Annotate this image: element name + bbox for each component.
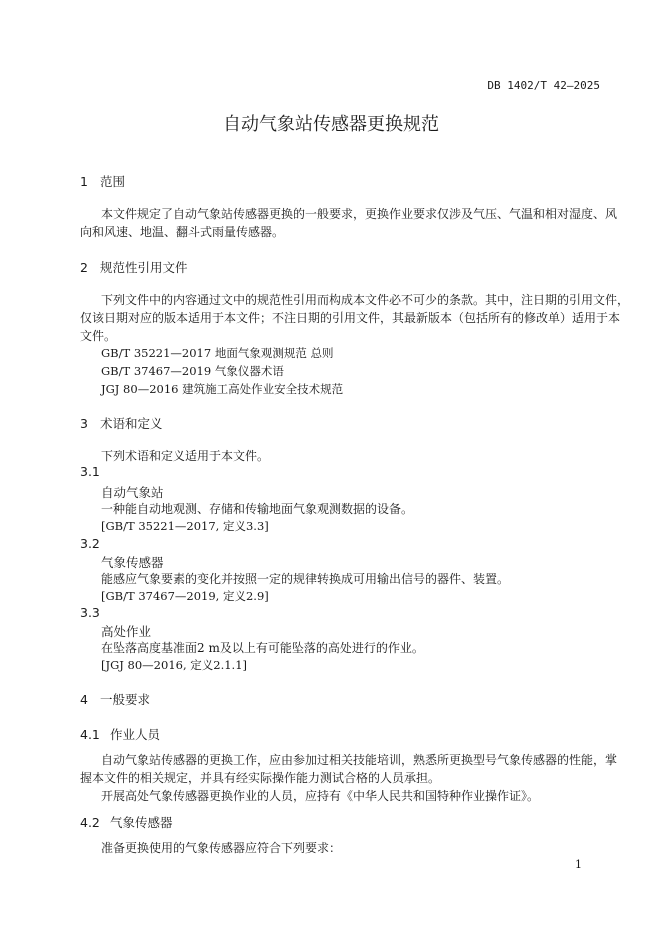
paragraph-line: 文件。 [80,329,117,343]
page-number: 1 [575,858,582,871]
term-source: [JGJ 80—2016, 定义2.1.1] [101,658,248,672]
section-number: 4 [80,692,88,707]
term-definition: 在坠落高度基准面2 m及以上有可能坠落的高处进行的作业。 [101,641,424,655]
document-code: DB 1402/T 42—2025 [487,79,600,92]
term-source: [GB/T 35221—2017, 定义3.3] [101,519,269,533]
paragraph-line: 开展高处气象传感器更换作业的人员，应持有《中华人民共和国特种作业操作证》。 [101,789,540,803]
normative-reference: GB/T 35221—2017 地面气象观测规范 总则 [101,346,334,360]
section-title: 一般要求 [100,692,151,707]
section-1-heading [80,172,125,190]
term-name: 高处作业 [101,624,152,639]
document-title: 自动气象站传感器更换规范 [223,114,439,135]
section-number: 2 [80,260,88,275]
paragraph-line: 自动气象站传感器的更换工作，应由参加过相关技能培训，熟悉所更换型号气象传感器的性能，掌 [101,753,618,767]
section-number: 3 [80,416,88,431]
paragraph-line: 下列文件中的内容通过文中的规范性引用而构成本文件必不可少的条款。其中，注日期的引用文件， [101,293,630,307]
term-name: 气象传感器 [101,555,164,570]
paragraph-line: 向和风速、地温、翻斗式雨量传感器。 [80,225,285,239]
subsection-number: 4.1 [80,727,100,742]
term-source: [GB/T 37467—2019, 定义2.9] [101,589,269,603]
paragraph-line: 仅该日期对应的版本适用于本文件；不注日期的引用文件，其最新版本（包括所有的修改单）适用于本 [80,311,621,325]
section-number: 1 [80,174,88,189]
section-4-heading [80,690,150,708]
normative-reference: GB/T 37467—2019 气象仪器术语 [101,364,284,378]
subsection-number: 4.2 [80,815,100,830]
paragraph-line: 握本文件的相关规定，并具有经实际操作能力测试合格的人员承担。 [80,771,441,785]
section-3-heading [80,414,163,432]
section-2-heading [80,258,188,276]
normative-reference: JGJ 80—2016 建筑施工高处作业安全技术规范 [101,382,344,396]
term-number: 3.2 [80,536,100,551]
paragraph-line: 下列术语和定义适用于本文件。 [101,449,270,463]
paragraph-line: 本文件规定了自动气象站传感器更换的一般要求，更换作业要求仅涉及气压、气温和相对湿度、风 [101,207,618,221]
section-title: 范围 [100,174,126,189]
term-definition: 一种能自动地观测、存储和传输地面气象观测数据的设备。 [101,502,414,516]
paragraph-line: 准备更换使用的气象传感器应符合下列要求： [101,841,342,855]
term-definition: 能感应气象要素的变化并按照一定的规律转换成可用输出信号的器件、装置。 [101,572,510,586]
subsection-4-1-heading [80,725,160,743]
term-number: 3.3 [80,605,100,620]
term-name: 自动气象站 [101,485,164,500]
subsection-4-2-heading [80,813,173,831]
section-title: 术语和定义 [100,416,163,431]
section-title: 规范性引用文件 [100,260,188,275]
term-number: 3.1 [80,464,100,479]
subsection-title: 作业人员 [110,727,161,742]
subsection-title: 气象传感器 [110,815,173,830]
